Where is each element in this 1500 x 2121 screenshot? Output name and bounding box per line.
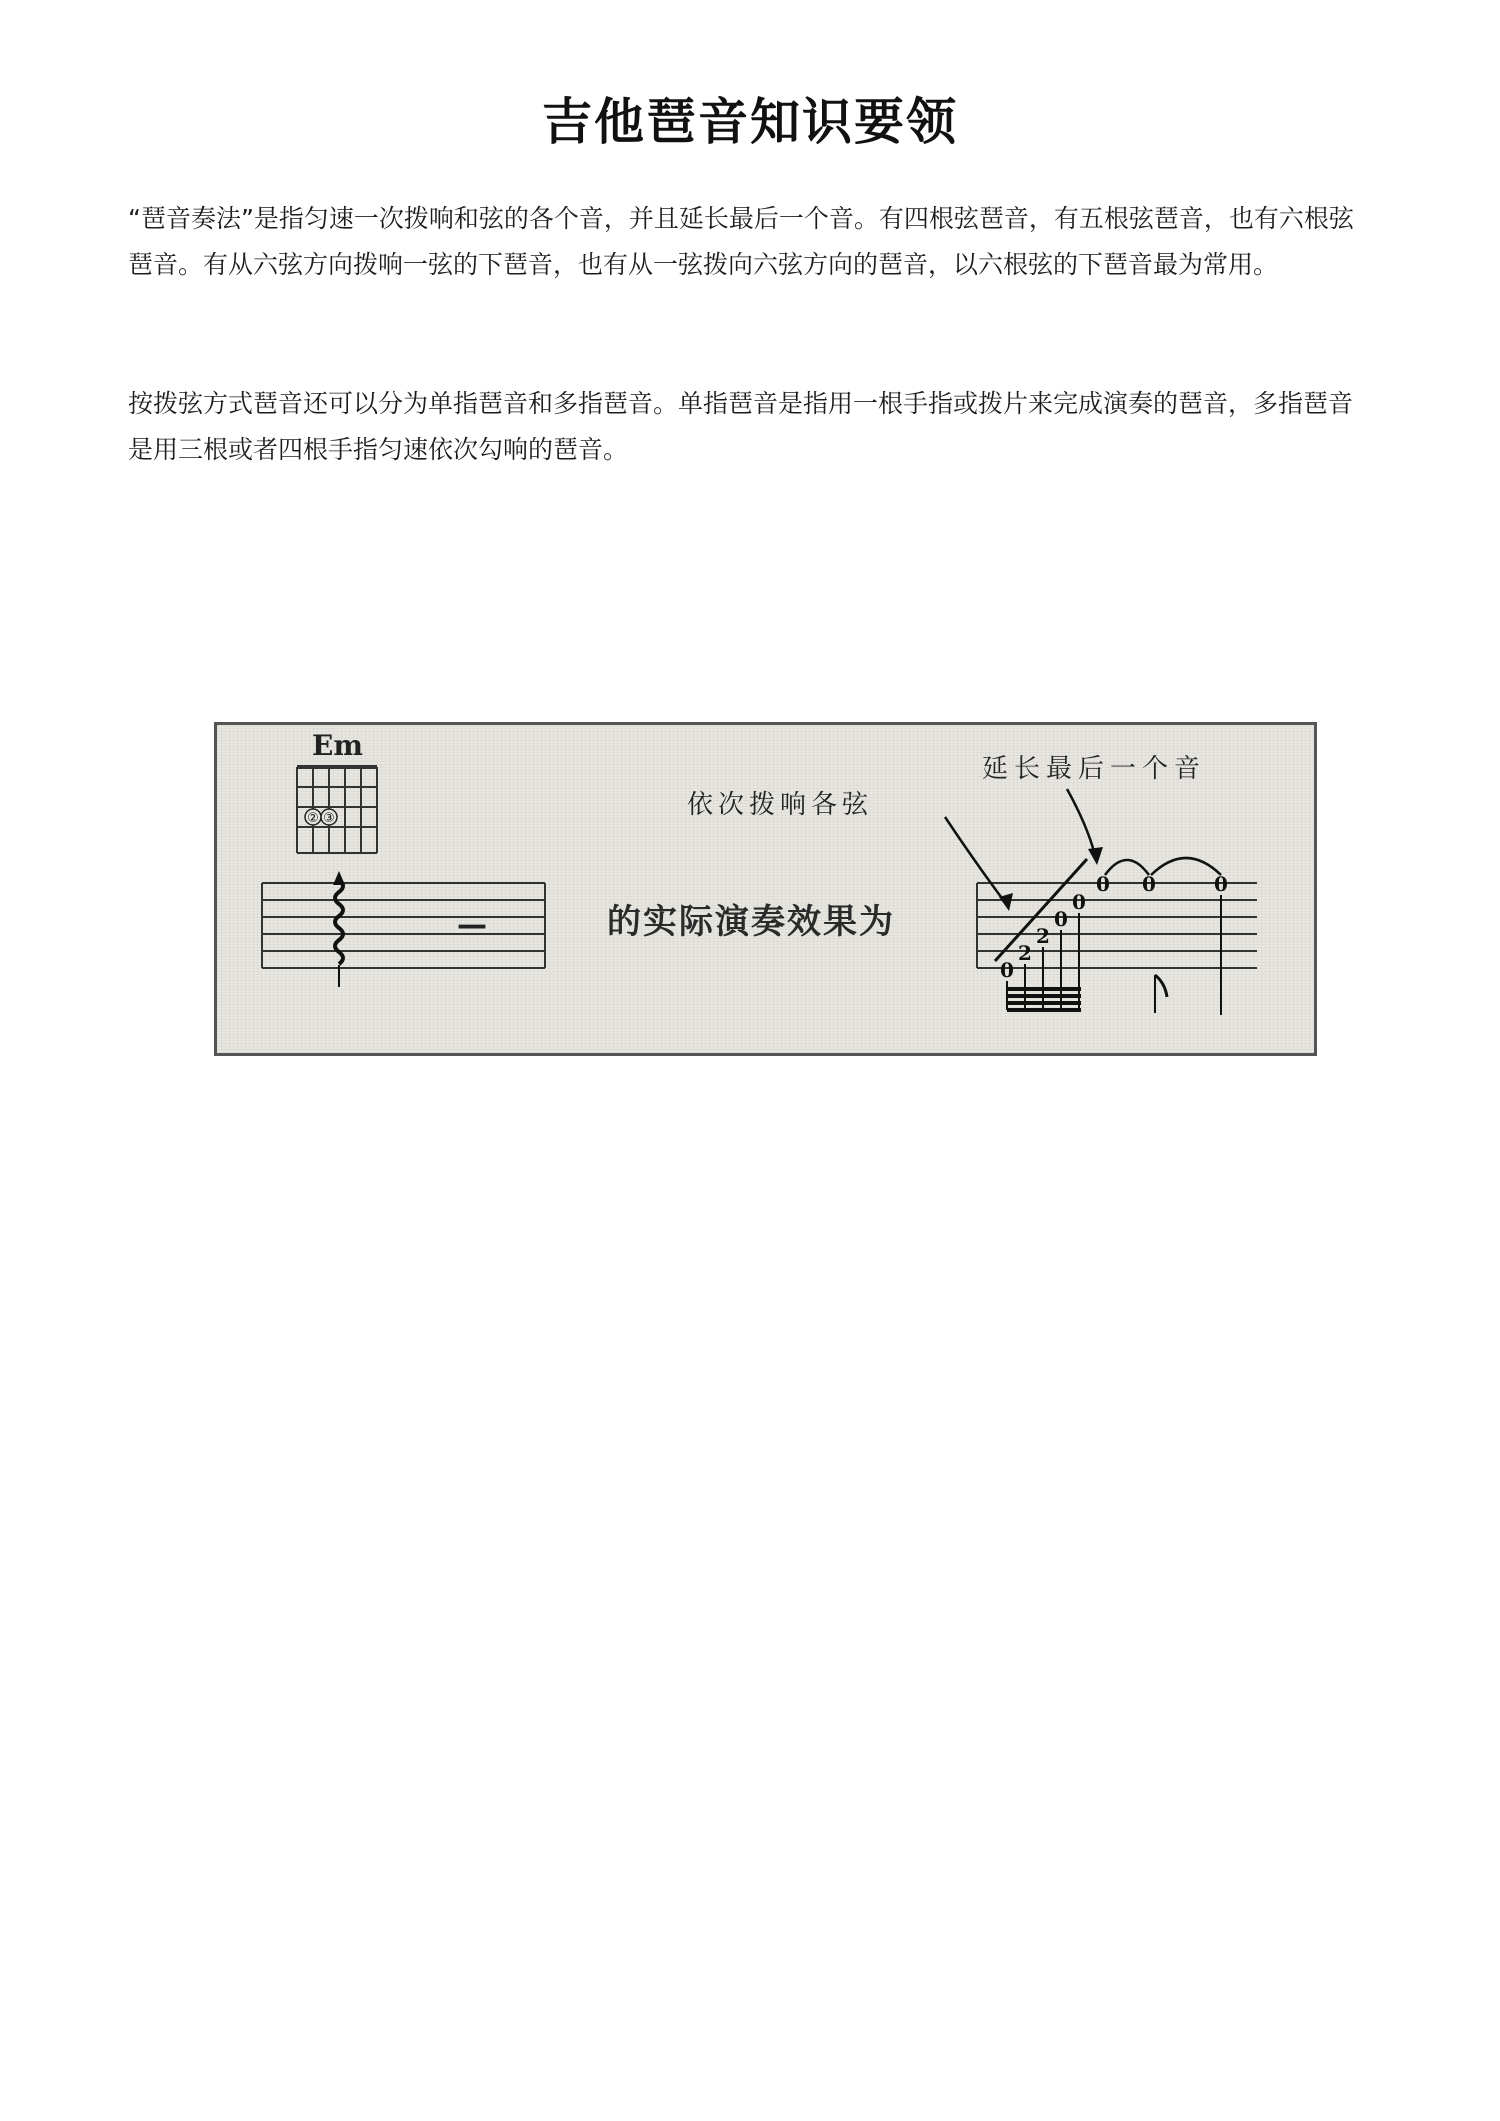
tab-digit: 0 <box>1054 907 1068 931</box>
tab-digit: 0 <box>1214 872 1228 896</box>
annotation-strings: 依次拨响各弦 <box>687 790 874 820</box>
annotation-sustain: 延长最后一个音 <box>982 754 1207 784</box>
right-tab-digits <box>1000 872 1228 982</box>
chord-name-label: Em <box>312 729 363 762</box>
tab-digit: 2 <box>1036 924 1050 948</box>
tab-digit: 0 <box>1000 958 1014 982</box>
arpeggio-figure <box>214 722 1317 1056</box>
rest-mark: — <box>457 908 487 943</box>
tab-digit: 0 <box>1096 872 1110 896</box>
annotation-sustain-arrowhead <box>1088 847 1103 865</box>
chord-finger-dots <box>305 809 337 826</box>
eighth-rest <box>1155 975 1167 1013</box>
tab-digit: 0 <box>1142 872 1156 896</box>
tab-digit: 0 <box>1072 890 1086 914</box>
paragraph-intro: “琶音奏法”是指匀速一次拨响和弦的各个音，并且延长最后一个音。有四根弦琶音，有五根弦琶音，也有六根弦琶音。有从六弦方向拨响一弦的下琶音，也有从一弦拨向六弦方向的琶音，以六根弦的下琶音最为常用。 <box>128 204 1354 279</box>
arpeggio-diagram-svg <box>217 725 1314 1053</box>
tab-digit: 2 <box>1018 941 1032 965</box>
arpeggio-wavy-line <box>333 871 345 987</box>
tie-arcs <box>1105 858 1221 875</box>
paragraph-types: 按拨弦方式琶音还可以分为单指琶音和多指琶音。单指琶音是指用一根手指或拨片来完成演奏的琶音，多指琶音是用三根或者四根手指匀速依次勾响的琶音。 <box>128 389 1354 464</box>
annotation-sustain-arrow <box>1067 789 1095 855</box>
middle-caption: 的实际演奏效果为 <box>607 902 895 942</box>
finger-2-label: ② <box>307 811 319 826</box>
finger-3-label: ③ <box>323 811 335 826</box>
left-tab-staff <box>262 883 545 968</box>
page-title: 吉他琶音知识要领 <box>542 93 958 151</box>
